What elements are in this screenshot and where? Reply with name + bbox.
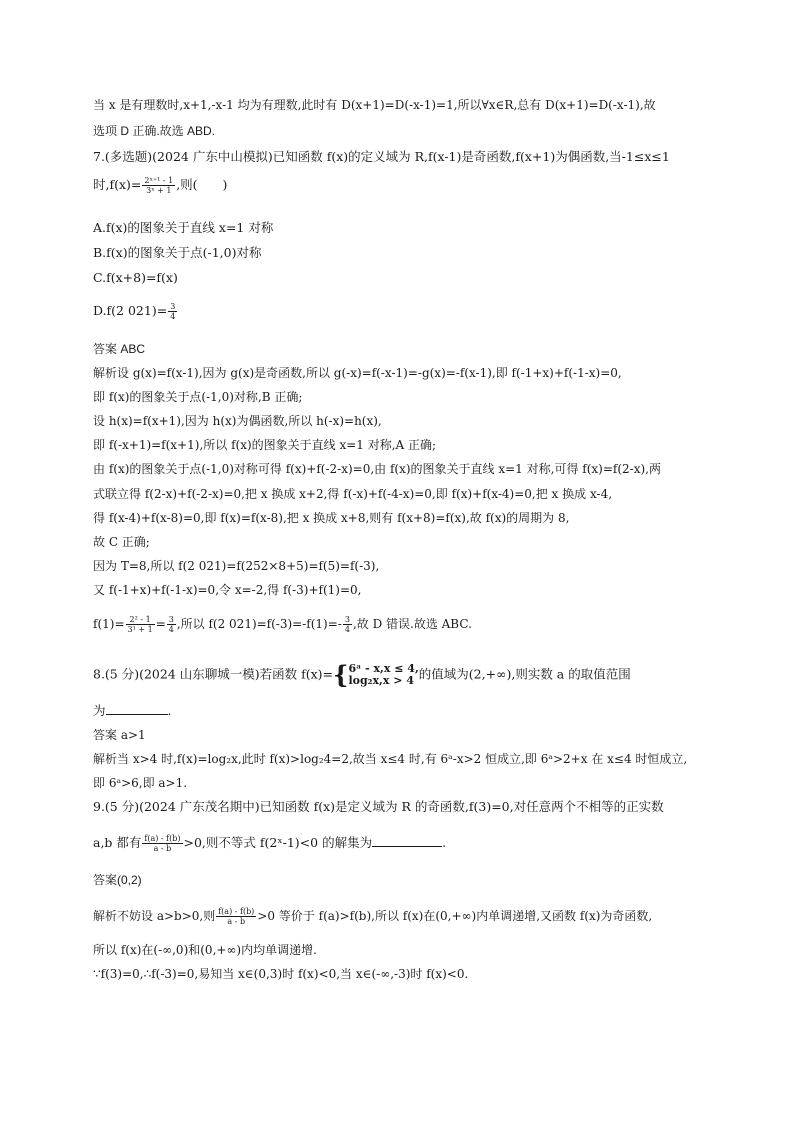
fraction: $\frac{\text{2ˣ⁺¹ - 1}}{\text{3ˣ + 1}}$ xyxy=(144,176,174,195)
text-line: 选项 D 正确.故选 ABD. xyxy=(93,124,216,138)
text-line: 当 x 是有理数时,x+1,-x-1 均为有理数,此时有 D(x+1)=D(-x-1)=1,所以∀x∈R,总有 D(x+1)=D(-x-1),故 xyxy=(93,98,656,112)
fraction: $\frac{3}{4}$ xyxy=(170,302,176,321)
solution-line: 解析当 x>4 时,f(x)=log₂x,此时 f(x)>log₂4=2,故当 x≤4 时,有 6ᵃ-x>2 恒成立,即 6ᵃ>2+x 在 x≤4 时恒成立, xyxy=(93,752,688,766)
fraction: $\frac{f(a) - f(b)}{a - b}$ xyxy=(218,907,255,926)
answer-blank xyxy=(372,835,442,847)
question-9-stem: 9.(5 分)(2024 广东茂名期中)已知函数 f(x)是定义域为 R 的奇函数,f(3)=0,对任意两个不相等的正实数 xyxy=(93,799,664,814)
solution-line: 即 f(x)的图象关于点(-1,0)对称,B 正确; xyxy=(93,390,303,404)
question-9-stem-cont: a,b 都有 $\frac{f(a) - f(b)}{a - b}$ >0,则不等式 f(2ˣ-1)<0 的解集为 . xyxy=(93,834,447,853)
left-brace: { xyxy=(333,660,349,689)
fraction: $\frac{\text{2² - 1}}{\text{3¹ + 1}}$ xyxy=(127,615,153,634)
solution-line: f(1)= $\frac{\text{2² - 1}}{\text{3¹ + 1}}$ = $\frac{3}{4}$ ,所以 f(2 021)=f(-3)=-f(1)=- $\frac{3}{4}$ ,故 D 错误.故选 ABC. xyxy=(93,615,472,634)
solution-line: 设 h(x)=f(x+1),因为 h(x)为偶函数,所以 h(-x)=h(x), xyxy=(93,414,382,428)
option-d: D.f(2 021)= $\frac{3}{4}$ xyxy=(93,302,176,321)
solution-line: 即 f(-x+1)=f(x+1),所以 f(x)的图象关于直线 x=1 对称,A 正确; xyxy=(93,438,437,452)
answer-8: 答案 a>1 xyxy=(93,728,146,742)
question-8-stem: 8.(5 分)(2024 山东聊城一模)若函数 f(x)={ 6ᵃ - x,x ≤ 4, log₂x,x > 4 的值域为(2,+∞),则实数 a 的取值范围 xyxy=(93,660,631,689)
solution-line: 得 f(x-4)+f(x-8)=0,即 f(x)=f(x-8),把 x 换成 x+8,则有 f(x+8)=f(x),故 f(x)的周期为 8, xyxy=(93,511,570,525)
answer-7: 答案 ABC xyxy=(93,342,146,356)
fraction: $\frac{3}{4}$ xyxy=(168,615,174,634)
question-8-stem-cont: 为 . xyxy=(93,703,172,718)
solution-line: 所以 f(x)在(-∞,0)和(0,+∞)内均单调递增. xyxy=(93,943,317,957)
fraction: $\frac{3}{4}$ xyxy=(344,615,350,634)
fraction: $\frac{f(a) - f(b)}{a - b}$ xyxy=(144,834,181,853)
question-7-stem-cont: 时,f(x)= $\frac{\text{2ˣ⁺¹ - 1}}{\text{3ˣ + 1}}$ ,则( ) xyxy=(93,176,228,195)
piecewise: 6ᵃ - x,x ≤ 4, log₂x,x > 4 xyxy=(348,662,419,687)
solution-line: 故 C 正确; xyxy=(93,535,150,549)
solution-line: 由 f(x)的图象关于点(-1,0)对称可得 f(x)+f(-2-x)=0,由 f(x)的图象关于直线 x=1 对称,可得 f(x)=f(2-x),两 xyxy=(93,462,661,476)
solution-line: 因为 T=8,所以 f(2 021)=f(252×8+5)=f(5)=f(-3), xyxy=(93,559,380,573)
solution-line: 式联立得 f(2-x)+f(-2-x)=0,把 x 换成 x+2,得 f(-x)+f(-4-x)=0,即 f(x)+f(x-4)=0,把 x 换成 x-4, xyxy=(93,487,613,501)
question-7-stem: 7.(多选题)(2024 广东中山模拟)已知函数 f(x)的定义域为 R,f(x-1)是奇函数,f(x+1)为偶函数,当-1≤x≤1 xyxy=(93,149,670,164)
solution-line: 即 6ᵃ>6,即 a>1. xyxy=(93,776,188,790)
solution-line: 解析设 g(x)=f(x-1),因为 g(x)是奇函数,所以 g(-x)=f(-x-1)=-g(x)=-f(x-1),即 f(-1+x)+f(-1-x)=0, xyxy=(93,366,622,380)
answer-blank xyxy=(106,703,168,715)
option-c: C.f(x+8)=f(x) xyxy=(93,270,178,285)
option-a: A.f(x)的图象关于直线 x=1 对称 xyxy=(93,220,274,235)
option-b: B.f(x)的图象关于点(-1,0)对称 xyxy=(93,245,262,260)
answer-9: 答案(0,2) xyxy=(93,873,142,887)
solution-line: ∵f(3)=0,∴f(-3)=0,易知当 x∈(0,3)时 f(x)<0,当 x∈(-∞,-3)时 f(x)<0. xyxy=(93,967,469,981)
solution-line: 又 f(-1+x)+f(-1-x)=0,令 x=-2,得 f(-3)+f(1)=0, xyxy=(93,583,362,597)
solution-line: 解析不妨设 a>b>0,则 $\frac{f(a) - f(b)}{a - b}$ >0 等价于 f(a)>f(b),所以 f(x)在(0,+∞)内单调递增,又函数 f(x)为奇函数, xyxy=(93,907,653,926)
